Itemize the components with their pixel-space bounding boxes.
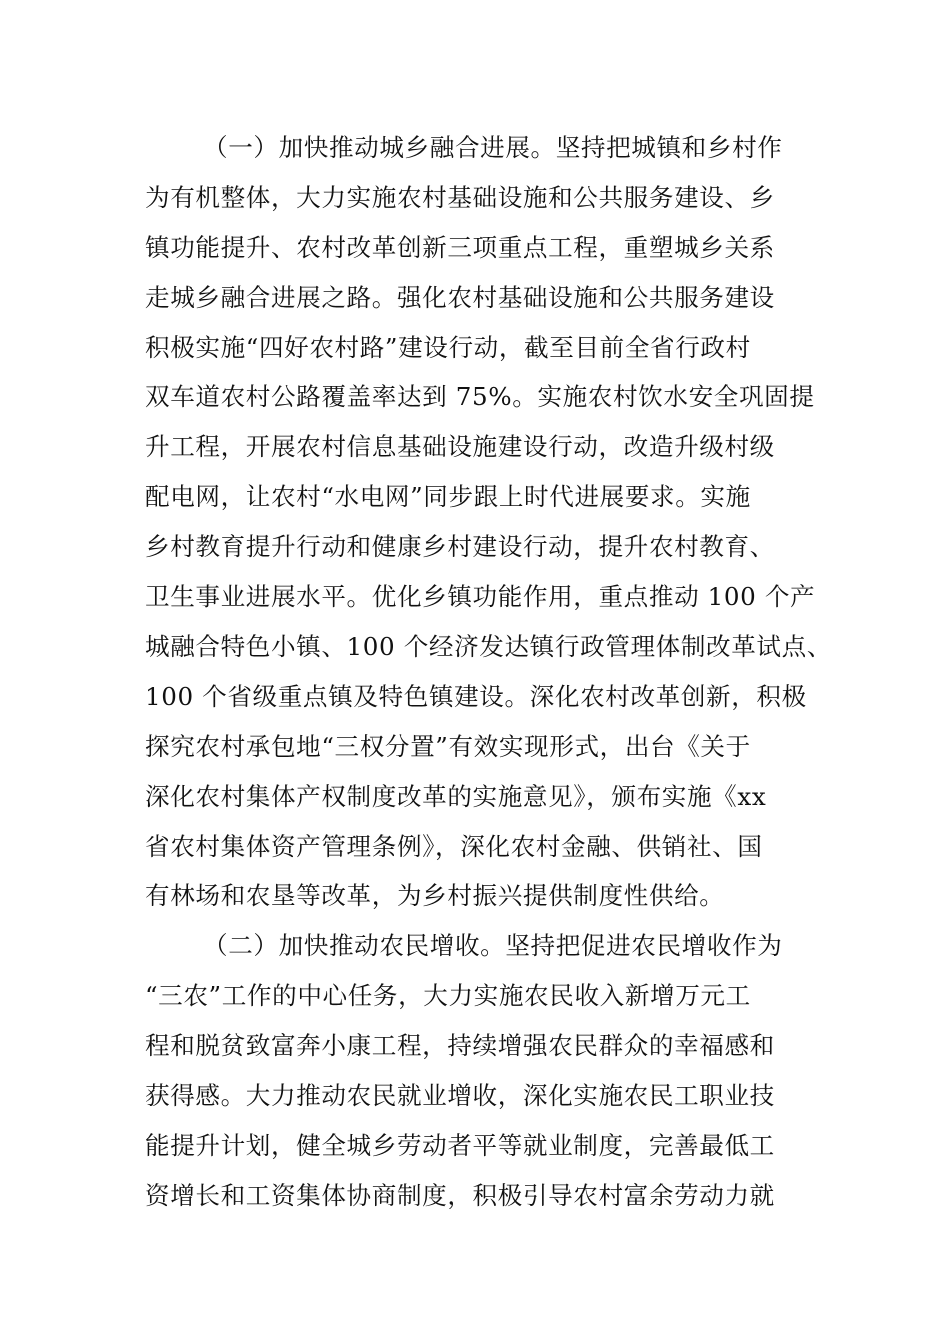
text-line: “三农”工作的中心任务，大力实施农民收入新增万元工 xyxy=(145,981,751,1010)
text-line: 卫生事业进展水平。优化乡镇功能作用，重点推动 100 个产 xyxy=(145,582,816,611)
text-line: 镇功能提升、农村改革创新三项重点工程，重塑城乡关系 xyxy=(145,233,775,262)
text-line: 程和脱贫致富奔小康工程，持续增强农民群众的幸福感和 xyxy=(145,1031,775,1060)
text-line: （一）加快推动城乡融合进展。坚持把城镇和乡村作 xyxy=(203,133,783,162)
text-line: 资增长和工资集体协商制度，积极引导农村富余劳动力就 xyxy=(145,1181,775,1210)
text-line: 升工程，开展农村信息基础设施建设行动，改造升级村级 xyxy=(145,432,775,461)
text-line: 积极实施“四好农村路”建设行动，截至目前全省行政村 xyxy=(145,333,751,362)
text-line: 探究农村承包地“三权分置”有效实现形式，出台《关于 xyxy=(145,732,751,761)
text-line: 有林场和农垦等改革，为乡村振兴提供制度性供给。 xyxy=(145,881,725,910)
text-line: 双车道农村公路覆盖率达到 75%。实施农村饮水安全巩固提 xyxy=(145,382,815,411)
text-line: 乡村教育提升行动和健康乡村建设行动，提升农村教育、 xyxy=(145,532,775,561)
text-line: （二）加快推动农民增收。坚持把促进农民增收作为 xyxy=(203,931,783,960)
text-line: 100 个省级重点镇及特色镇建设。深化农村改革创新，积极 xyxy=(145,682,807,711)
text-line: 为有机整体，大力实施农村基础设施和公共服务建设、乡 xyxy=(145,183,775,212)
text-line: 省农村集体资产管理条例》，深化农村金融、供销社、国 xyxy=(145,832,763,861)
text-line: 配电网，让农村“水电网”同步跟上时代进展要求。实施 xyxy=(145,482,751,511)
text-line: 走城乡融合进展之路。强化农村基础设施和公共服务建设 xyxy=(145,283,775,312)
text-line: 能提升计划，健全城乡劳动者平等就业制度，完善最低工 xyxy=(145,1131,775,1160)
text-line: 深化农村集体产权制度改革的实施意见》，颁布实施《xx xyxy=(145,782,767,811)
text-line: 获得感。大力推动农民就业增收，深化实施农民工职业技 xyxy=(145,1081,775,1110)
text-line: 城融合特色小镇、100 个经济发达镇行政管理体制改革试点、 xyxy=(145,632,833,661)
